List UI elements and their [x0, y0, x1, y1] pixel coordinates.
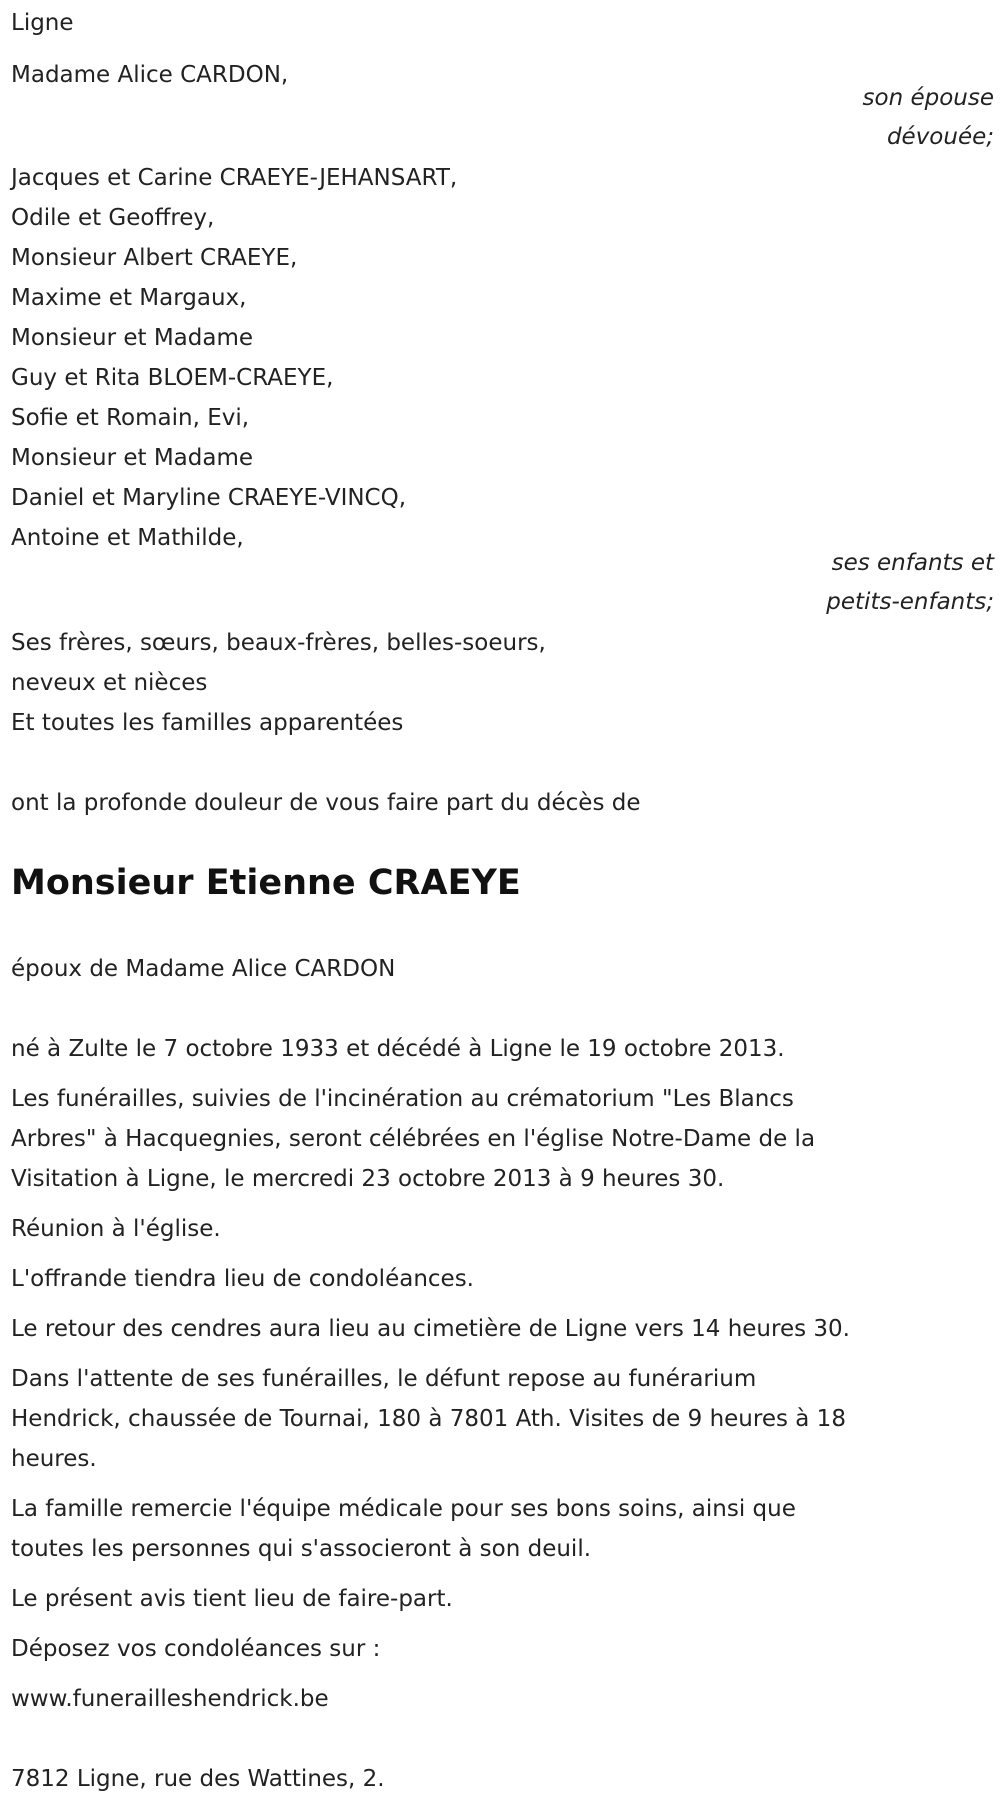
- child-line: Maxime et Margaux,: [11, 285, 247, 311]
- place-heading: Ligne: [11, 10, 74, 36]
- spouse-role-line-2: dévouée;: [886, 124, 994, 150]
- birth-death-text: né à Zulte le 7 octobre 1933 et décédé à Ligne le 19 octobre 2013.: [11, 1036, 785, 1062]
- notice-text: Le présent avis tient lieu de faire-part.: [11, 1586, 453, 1612]
- child-line: Antoine et Mathilde,: [11, 525, 244, 551]
- child-line: Monsieur Albert CRAEYE,: [11, 245, 298, 271]
- thanks-line: La famille remercie l'équipe médicale pour ses bons soins, ainsi que: [11, 1496, 796, 1522]
- relatives-line: neveux et nièces: [11, 670, 208, 696]
- child-line: Guy et Rita BLOEM-CRAEYE,: [11, 365, 334, 391]
- rest-line: Hendrick, chaussée de Tournai, 180 à 7801 Ath. Visites de 9 heures à 18: [11, 1406, 846, 1432]
- deceased-name: Monsieur Etienne CRAEYE: [11, 863, 521, 903]
- funeral-line: Visitation à Ligne, le mercredi 23 octobre 2013 à 9 heures 30.: [11, 1166, 725, 1192]
- spouse-of-text: époux de Madame Alice CARDON: [11, 956, 396, 982]
- address-text: 7812 Ligne, rue des Wattines, 2.: [11, 1766, 385, 1792]
- child-line: Monsieur et Madame: [11, 325, 254, 351]
- child-line: Daniel et Maryline CRAEYE-VINCQ,: [11, 485, 407, 511]
- child-line: Monsieur et Madame: [11, 445, 254, 471]
- funeral-line: Arbres" à Hacquegnies, seront célébrées en l'église Notre-Dame de la: [11, 1126, 816, 1152]
- child-line: Odile et Geoffrey,: [11, 205, 215, 231]
- spouse-name: Madame Alice CARDON,: [11, 62, 289, 88]
- children-role-line-2: petits-enfants;: [826, 589, 994, 615]
- spouse-role-line-1: son épouse: [862, 85, 994, 111]
- child-line: Jacques et Carine CRAEYE-JEHANSART,: [11, 165, 458, 191]
- funeral-line: Les funérailles, suivies de l'incinération au crématorium "Les Blancs: [11, 1086, 794, 1112]
- relatives-line: Et toutes les familles apparentées: [11, 710, 404, 736]
- thanks-line: toutes les personnes qui s'associeront à son deuil.: [11, 1536, 592, 1562]
- rest-line: heures.: [11, 1446, 97, 1472]
- ashes-text: Le retour des cendres aura lieu au cimetière de Ligne vers 14 heures 30.: [11, 1316, 850, 1342]
- offering-text: L'offrande tiendra lieu de condoléances.: [11, 1266, 474, 1292]
- condolences-text: Déposez vos condoléances sur :: [11, 1636, 381, 1662]
- meeting-text: Réunion à l'église.: [11, 1216, 221, 1242]
- children-role-line-1: ses enfants et: [831, 550, 994, 576]
- rest-line: Dans l'attente de ses funérailles, le défunt repose au funérarium: [11, 1366, 757, 1392]
- website-link[interactable]: www.funerailleshendrick.be: [11, 1686, 329, 1712]
- relatives-line: Ses frères, sœurs, beaux-frères, belles-soeurs,: [11, 630, 546, 656]
- announcement-text: ont la profonde douleur de vous faire part du décès de: [11, 790, 641, 816]
- child-line: Sofie et Romain, Evi,: [11, 405, 250, 431]
